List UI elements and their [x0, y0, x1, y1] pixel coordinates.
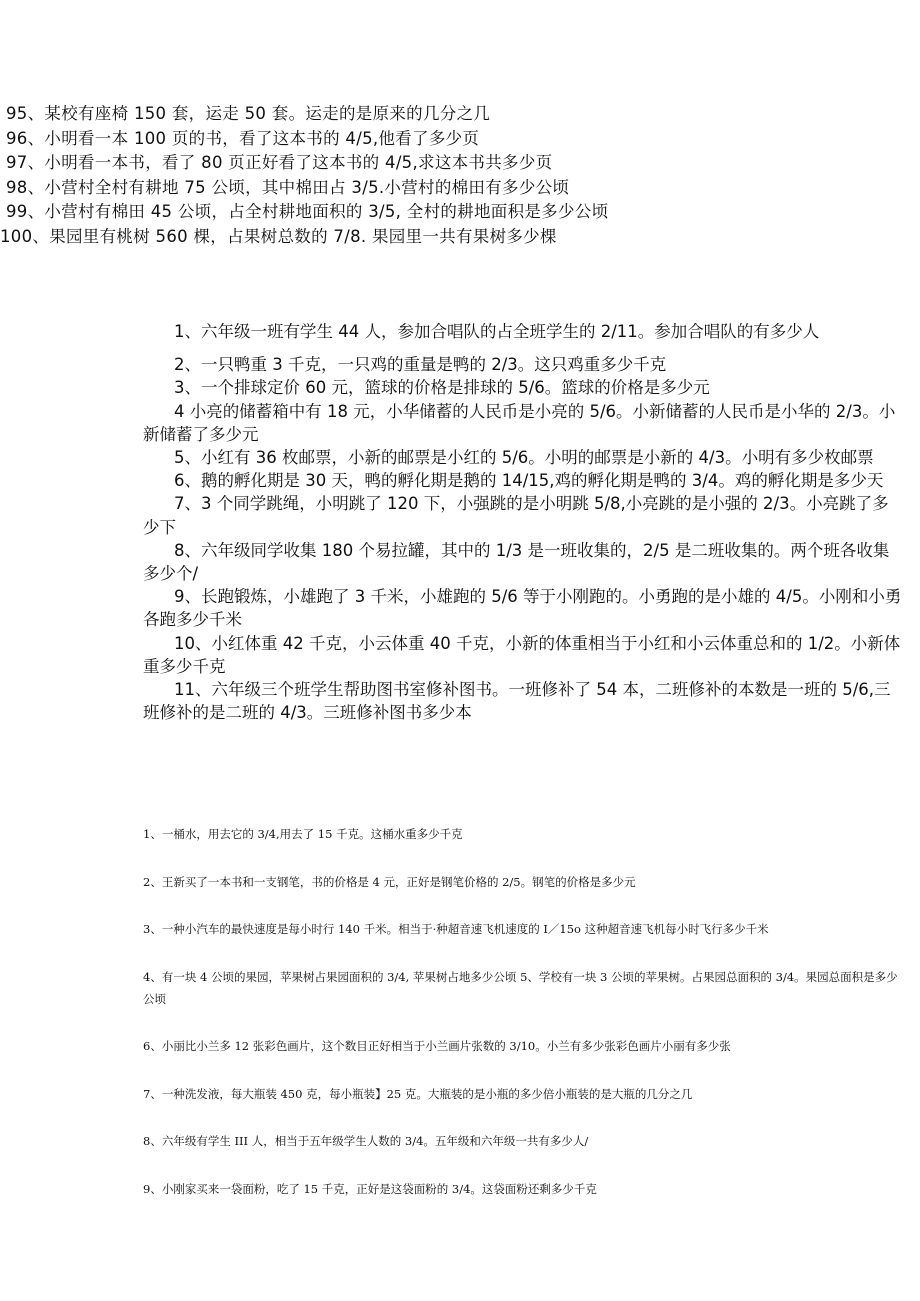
problem-list-section-2 — [143, 320, 903, 724]
problem-list-95-100 — [0, 102, 906, 249]
problem-2-8: 8、六年级同学收集 180 个易拉罐，其中的 1/3 是一班收集的，2/5 是二班收集的。两个班各收集多少个/ — [143, 540, 890, 584]
problem-3-4: 4、有一块 4 公顷的果园，苹果树占果园面积的 3/4, 苹果树占地多少公顷 5、学校有一块 3 公顷的苹果树。占果园总面积的 3/4。果园总面积是多少公顷 — [143, 969, 898, 1006]
problem-2-6: 6、鹅的孵化期是 30 天，鸭的孵化期是鹅的 14/15,鸡的孵化期是鸭的 3/4。鸡的孵化期是多少天 — [174, 471, 884, 491]
problem-96: 96、小明看一本 100 页的书，看了这本书的 4/5,他看了多少页 — [6, 128, 480, 148]
problem-3-8: 8、六年级有学生 III 人，相当于五年级学生人数的 3/4。五年级和六年级一共有多少人/ — [143, 1134, 589, 1148]
problem-2-4: 4 小亮的储蓄箱中有 18 元，小华储蓄的人民币是小亮的 5/6。小新储蓄的人民币是小华的 2/3。小新储蓄了多少元 — [143, 401, 896, 444]
problem-3-6: 6、小丽比小兰多 12 张彩色画片，这个数目正好相当于小兰画片张数的 3/10。小兰有多少张彩色画片小丽有多少张 — [143, 1039, 731, 1053]
problem-2-10: 10、小红体重 42 千克，小云体重 40 千克，小新的体重相当于小红和小云体重总和的 1/2。小新体重多少千克 — [143, 633, 901, 676]
problem-2-11: 11、六年级三个班学生帮助图书室修补图书。一班修补了 54 本，二班修补的本数是一班的 5/6,三班修补的是二班的 4/3。三班修补图书多少本 — [143, 680, 891, 723]
problem-list-section-3 — [143, 823, 903, 1225]
problem-3-9: 9、小刚家买来一袋面粉，吃了 15 千克，正好是这袋面粉的 3/4。这袋面粉还剩多少千克 — [143, 1181, 597, 1196]
problem-3-7: 7、一种洗发液，每大瓶装 450 克，每小瓶装】25 克。大瓶装的是小瓶的多少倍小瓶装的是大瓶的几分之几 — [143, 1086, 693, 1101]
problem-2-3: 3、一个排球定价 60 元，篮球的价格是排球的 5/6。篮球的价格是多少元 — [174, 378, 710, 398]
problem-3-1: 1、一桶水，用去它的 3/4,用去了 15 千克。这桶水重多少千克 — [143, 827, 463, 841]
problem-100: 100、果园里有桃树 560 棵，占果树总数的 7/8. 果园里一共有果树多少棵 — [0, 226, 557, 246]
problem-3-2: 2、王新买了一本书和一支钢笔，书的价格是 4 元，正好是钢笔价格的 2/5。钢笔的价格是多少元 — [143, 874, 636, 889]
problem-2-7: 7、3 个同学跳绳，小明跳了 120 下，小强跳的是小明跳 5/8,小亮跳的是小强的 2/3。小亮跳了多少下 — [143, 494, 889, 537]
problem-2-5: 5、小红有 36 枚邮票，小新的邮票是小红的 5/6。小明的邮票是小新的 4/3。小明有多少枚邮票 — [174, 448, 874, 468]
problem-98: 98、小营村全村有耕地 75 公顷，其中棉田占 3/5.小营村的棉田有多少公顷 — [6, 177, 570, 197]
problem-3-3: 3、一种小汽车的最快速度是每小时行 140 千米。相当于·种超音速飞机速度的 I／15o 这种超音速飞机每小时飞行多少千米 — [143, 922, 769, 936]
problem-2-9: 9、长跑锻炼，小雄跑了 3 千米，小雄跑的 5/6 等于小刚跑的。小勇跑的是小雄的 4/5。小刚和小勇各跑多少千米 — [143, 587, 902, 630]
problem-99: 99、小营村有棉田 45 公顷，占全村耕地面积的 3/5, 全村的耕地面积是多少公顷 — [6, 202, 609, 221]
problem-97: 97、小明看一本书，看了 80 页正好看了这本书的 4/5,求这本书共多少页 — [6, 153, 553, 172]
problem-95: 95、某校有座椅 150 套，运走 50 套。运走的是原来的几分之几 — [6, 104, 491, 123]
problem-2-2: 2、一只鸭重 3 千克，一只鸡的重量是鸭的 2/3。这只鸡重多少千克 — [174, 355, 667, 375]
problem-2-1: 1、六年级一班有学生 44 人，参加合唱队的占全班学生的 2/11。参加合唱队的有多少人 — [174, 322, 820, 341]
